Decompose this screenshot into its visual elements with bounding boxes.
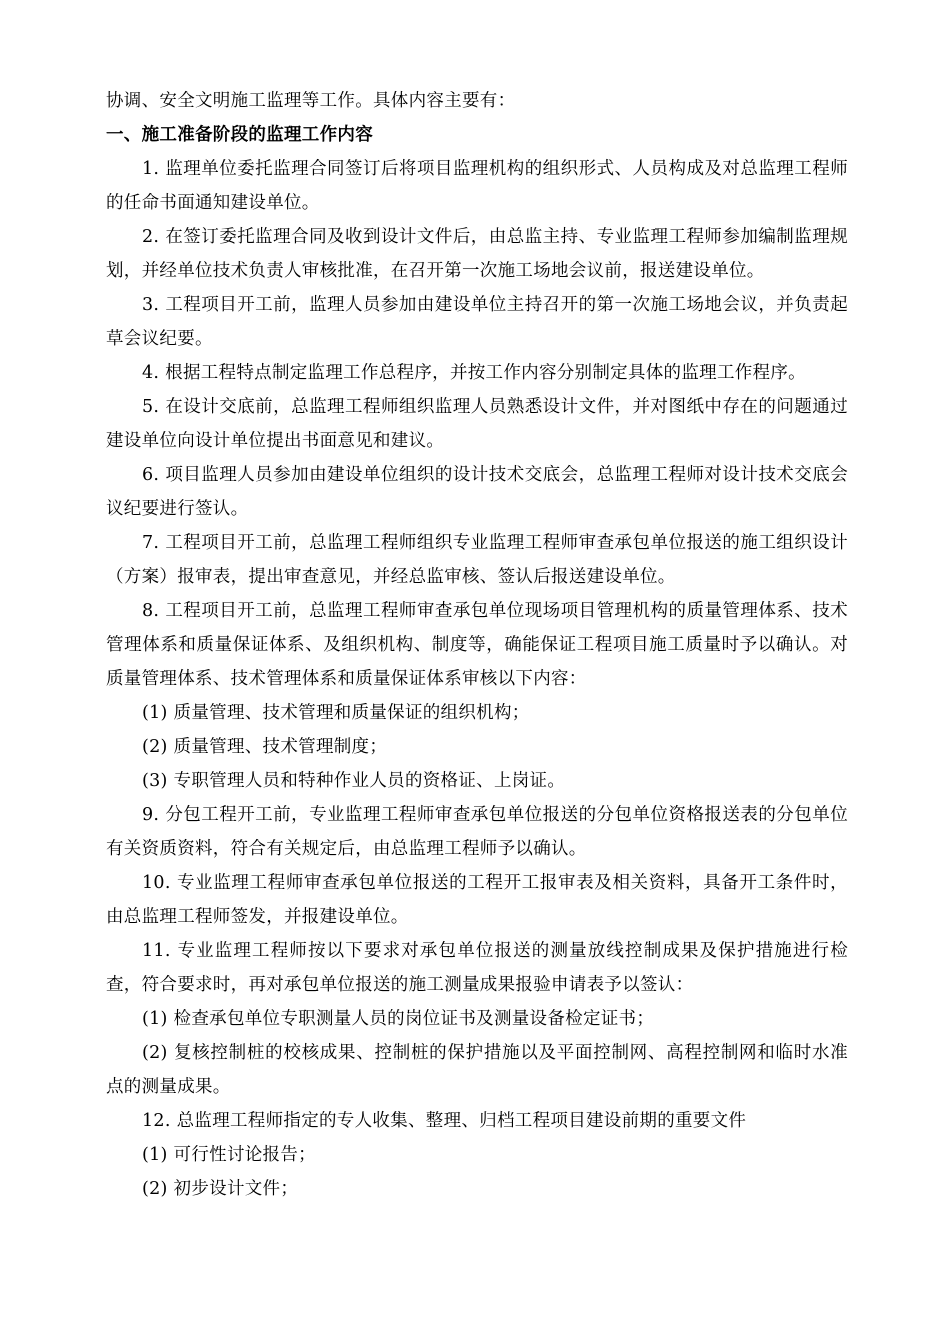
paragraph-item-11: 11. 专业监理工程师按以下要求对承包单位报送的测量放线控制成果及保护措施进行检查，符合要求时，再对承包单位报送的施工测量成果报验申请表予以签认： bbox=[106, 941, 848, 995]
document-body bbox=[106, 84, 848, 1206]
paragraph-item-5: 5. 在设计交底前，总监理工程师组织监理人员熟悉设计文件，并对图纸中存在的问题通过建设单位向设计单位提出书面意见和建议。 bbox=[106, 397, 848, 451]
sub-item-11-2: (2) 复核控制桩的校核成果、控制桩的保护措施以及平面控制网、高程控制网和临时水准点的测量成果。 bbox=[106, 1043, 848, 1097]
sub-item-8-1: (1) 质量管理、技术管理和质量保证的组织机构； bbox=[142, 703, 530, 723]
sub-item-12-1: (1) 可行性讨论报告； bbox=[142, 1145, 316, 1165]
paragraph-item-3: 3. 工程项目开工前，监理人员参加由建设单位主持召开的第一次施工场地会议，并负责起草会议纪要。 bbox=[106, 295, 848, 349]
paragraph-intro: 协调、安全文明施工监理等工作。具体内容主要有： bbox=[106, 91, 516, 111]
sub-item-8-3: (3) 专职管理人员和特种作业人员的资格证、上岗证。 bbox=[142, 771, 566, 791]
paragraph-item-4: 4. 根据工程特点制定监理工作总程序，并按工作内容分别制定具体的监理工作程序。 bbox=[142, 363, 806, 383]
paragraph-item-12: 12. 总监理工程师指定的专人收集、整理、归档工程项目建设前期的重要文件 bbox=[142, 1111, 747, 1131]
paragraph-item-2: 2. 在签订委托监理合同及收到设计文件后，由总监主持、专业监理工程师参加编制监理规划，并经单位技术负责人审核批准，在召开第一次施工场地会议前，报送建设单位。 bbox=[106, 227, 848, 281]
paragraph-item-7: 7. 工程项目开工前，总监理工程师组织专业监理工程师审查承包单位报送的施工组织设计（方案）报审表，提出审查意见，并经总监审核、签认后报送建设单位。 bbox=[106, 533, 848, 587]
sub-item-12-2: (2) 初步设计文件； bbox=[142, 1179, 299, 1199]
section-heading: 一、施工准备阶段的监理工作内容 bbox=[106, 125, 373, 145]
paragraph-item-8: 8. 工程项目开工前，总监理工程师审查承包单位现场项目管理机构的质量管理体系、技术管理体系和质量保证体系、及组织机构、制度等，确能保证工程项目施工质量时予以确认。对质量管理体系、技术管理体系和质量保证体系审核以下内容： bbox=[106, 601, 848, 689]
paragraph-item-6: 6. 项目监理人员参加由建设单位组织的设计技术交底会，总监理工程师对设计技术交底会议纪要进行签认。 bbox=[106, 465, 848, 519]
paragraph-item-1: 1. 监理单位委托监理合同签订后将项目监理机构的组织形式、人员构成及对总监理工程师的任命书面通知建设单位。 bbox=[106, 159, 848, 213]
paragraph-item-10: 10. 专业监理工程师审查承包单位报送的工程开工报审表及相关资料，具备开工条件时，由总监理工程师签发，并报建设单位。 bbox=[106, 873, 848, 927]
sub-item-11-1: (1) 检查承包单位专职测量人员的岗位证书及测量设备检定证书； bbox=[142, 1009, 655, 1029]
sub-item-8-2: (2) 质量管理、技术管理制度； bbox=[142, 737, 388, 757]
paragraph-item-9: 9. 分包工程开工前，专业监理工程师审查承包单位报送的分包单位资格报送表的分包单位有关资质资料，符合有关规定后，由总监理工程师予以确认。 bbox=[106, 805, 848, 859]
